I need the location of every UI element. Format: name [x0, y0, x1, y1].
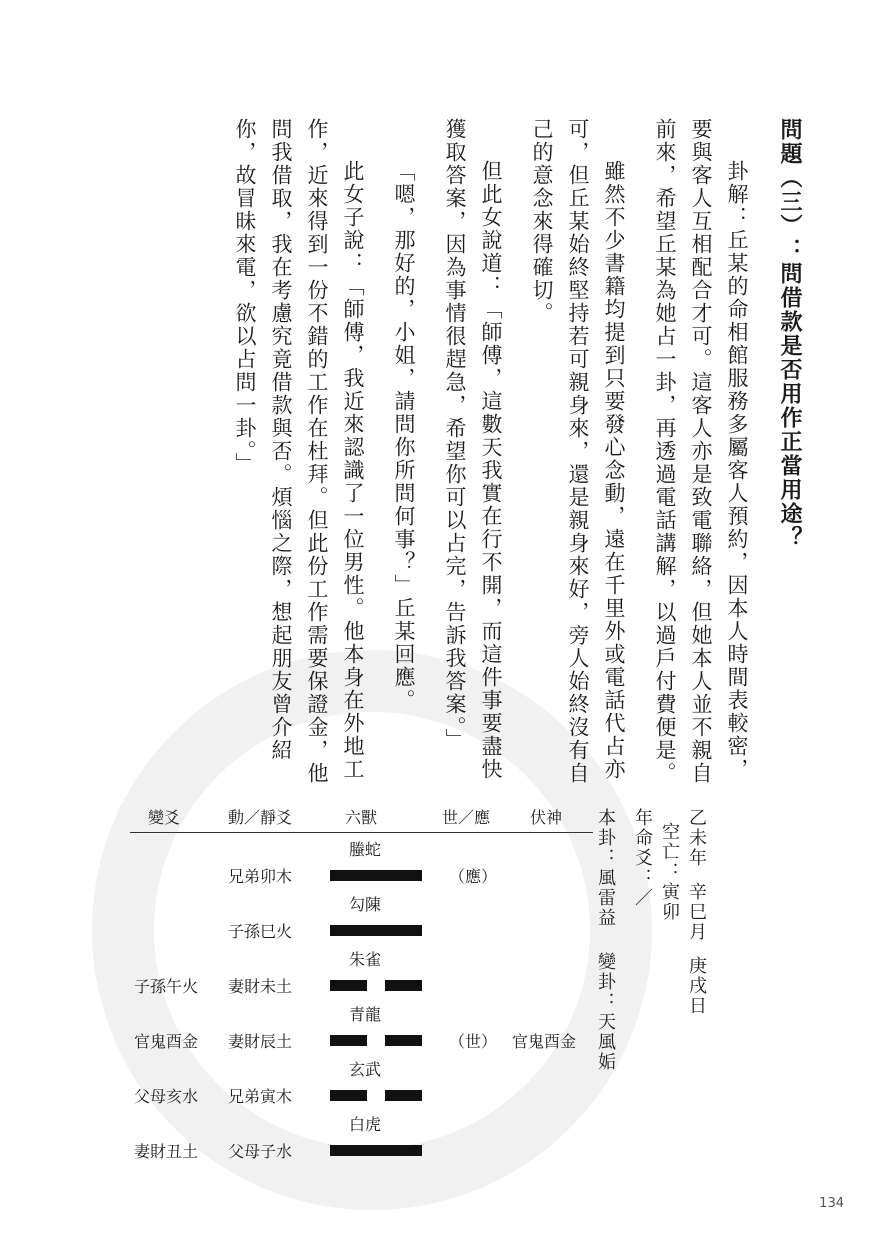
yang-line	[330, 925, 422, 936]
divination-date-info	[592, 808, 710, 1128]
birth-year-line: 年命爻：／	[632, 808, 653, 908]
yin-line	[330, 1090, 422, 1101]
day-label: 庚戌日	[686, 956, 707, 1016]
beast-label: 玄武	[349, 1060, 382, 1079]
hidden-spirit-label: 官鬼酉金	[512, 1032, 577, 1051]
paragraph: 但此女說道：「師傅，這數天我實在行不開，而這件事要盡快獲取答案，因為事情很趕急，希望你可以占完，告訴我答案。」	[443, 118, 503, 781]
paragraph: 此女子說：「師傅，我近來認識了一位男性。他本身在外地工作，近來得到一份不錯的工作在杜拜。但此份工作需要保證金，他問我借取，我在考慮究竟借款與否。煩惱之際，想起朋友曾介紹你，故冒昧來電，欲以占問一卦。」	[233, 118, 365, 785]
yin-line	[330, 980, 422, 991]
header-six-beasts: 六獸	[345, 808, 378, 827]
changed-label: 子孫午火	[134, 977, 199, 996]
month-label: 辛巳月	[686, 882, 707, 942]
header-changed: 變爻	[148, 808, 181, 827]
base-hexagram: 本卦：風雷益	[595, 808, 616, 928]
paragraph: 卦解：丘某的命相館服務多屬客人預約，因本人時間表較密，要與客人互相配合才可。這客人亦是致電聯絡，但她本人並不親自前來，希望丘某為她占一卦，再透過電話講解，以過戶付費便是。	[653, 118, 749, 785]
beast-label: 青龍	[349, 1005, 382, 1024]
year-label: 乙未年	[686, 808, 707, 868]
shi-ying-marker: （應）	[449, 867, 498, 886]
line-label: 父母子水	[228, 1142, 293, 1161]
line-label: 妻財未土	[228, 977, 293, 996]
line-label: 兄弟寅木	[228, 1087, 293, 1106]
changed-label: 父母亥水	[134, 1087, 199, 1106]
changed-label: 妻財丑土	[134, 1142, 199, 1161]
header-shi-ying: 世／應	[442, 808, 491, 827]
beast-label: 螣蛇	[349, 840, 382, 859]
changed-label: 官鬼酉金	[134, 1032, 199, 1051]
line-label: 子孫巳火	[228, 922, 293, 941]
shi-ying-marker: （世）	[449, 1032, 498, 1051]
main-text	[227, 118, 808, 798]
header-divider	[130, 832, 593, 833]
yang-line	[330, 870, 422, 881]
header-moving-static: 動／靜爻	[228, 808, 293, 827]
paragraph: 「嗯，那好的，小姐，請問你所問何事？」丘某回應。	[392, 160, 416, 712]
beast-label: 朱雀	[349, 950, 382, 969]
beast-label: 勾陳	[349, 895, 382, 914]
changed-hexagram: 變卦：天風姤	[595, 952, 616, 1072]
void-label: 空亡：寅卯	[659, 822, 680, 922]
page-number: 134	[819, 1196, 844, 1211]
header-hidden-spirit: 伏神	[530, 808, 563, 827]
beast-label: 白虎	[349, 1115, 382, 1134]
question-title: 問題（三）：問借款是否用作正當用途？	[777, 118, 803, 550]
line-label: 兄弟卯木	[228, 867, 293, 886]
paragraph: 雖然不少書籍均提到只要發心念動，遠在千里外或電話代占亦可，但丘某始終堅持若可親身來，還是親身來好，旁人始終沒有自己的意念來得確切。	[530, 118, 626, 785]
yin-line	[330, 1035, 422, 1046]
yang-line	[330, 1145, 422, 1156]
line-label: 妻財辰土	[228, 1032, 293, 1051]
